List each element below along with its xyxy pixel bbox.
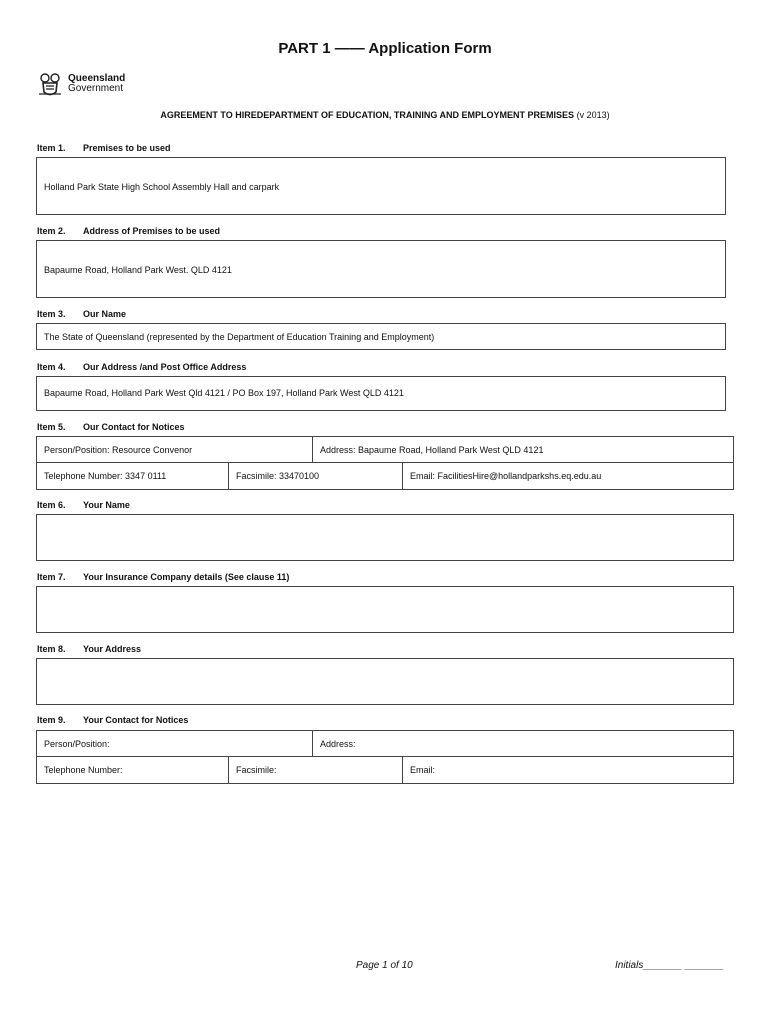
our-email-cell[interactable]: Email: FacilitiesHire@hollandparkshs.eq.edu.au: [410, 471, 602, 481]
your-name-field[interactable]: [36, 514, 734, 561]
item-title: Your Insurance Company details (See clause 11): [83, 572, 290, 582]
item-title: Address of Premises to be used: [83, 226, 221, 236]
premises-value: Holland Park State High School Assembly Hall and carpark: [44, 182, 280, 192]
premises-address-value: Bapaume Road, Holland Park West. QLD 4121: [44, 265, 232, 275]
our-person-cell[interactable]: Person/Position: Resource Convenor: [37, 437, 313, 462]
agreement-heading: [0, 110, 770, 120]
item-number: Item 5.: [37, 422, 66, 432]
page-title: PART 1 —— Application Form: [278, 40, 492, 57]
item-title: Premises to be used: [83, 143, 171, 153]
our-contact-row-2: [37, 463, 733, 489]
your-contact-row-2: [37, 757, 733, 783]
our-contact-table: [36, 436, 734, 490]
initials-line: Initials_______ _______: [615, 960, 724, 971]
item-title: Your Name: [83, 500, 130, 510]
item-title: Our Address /and Post Office Address: [83, 362, 247, 372]
item-7-label: [37, 572, 289, 582]
your-telephone-cell[interactable]: Telephone Number:: [37, 757, 229, 783]
our-contact-row-1: [37, 437, 733, 463]
our-name-field[interactable]: [36, 323, 726, 350]
our-contact-address-cell[interactable]: Address: Bapaume Road, Holland Park West QLD 4121: [320, 444, 544, 455]
item-title: Your Contact for Notices: [83, 715, 189, 725]
item-8-label: [37, 644, 141, 654]
item-9-label: [37, 715, 188, 725]
agreement-heading-text: AGREEMENT TO HIREDEPARTMENT OF EDUCATION, TRAINING AND EMPLOYMENT PREMISES: [160, 110, 575, 120]
your-facsimile-cell[interactable]: Facsimile:: [229, 757, 403, 783]
item-number: Item 9.: [37, 715, 66, 725]
page-number: Page 1 of 10: [356, 960, 413, 971]
your-address-field[interactable]: [36, 658, 734, 705]
item-number: Item 8.: [37, 644, 66, 654]
item-2-label: [37, 226, 220, 236]
coat-of-arms-icon: [36, 70, 64, 98]
our-facsimile-cell[interactable]: Facsimile: 33470100: [229, 463, 403, 489]
item-number: Item 4.: [37, 362, 66, 372]
item-number: Item 2.: [37, 226, 66, 236]
item-title: Our Contact for Notices: [83, 422, 185, 432]
premises-address-field[interactable]: [36, 240, 726, 298]
your-contact-address-cell[interactable]: Address:: [320, 738, 356, 749]
logo-line-queensland: Queensland: [68, 73, 126, 84]
our-name-value: The State of Queensland (represented by the Department of Education Training and Employment): [44, 332, 435, 342]
item-6-label: [37, 500, 130, 510]
our-telephone-cell[interactable]: Telephone Number: 3347 0111: [37, 463, 229, 489]
logo-line-government: Government: [68, 83, 124, 94]
item-4-label: [37, 362, 246, 372]
item-number: Item 7.: [37, 572, 66, 582]
your-contact-table: [36, 730, 734, 784]
qld-government-logo: [36, 70, 125, 98]
premises-field[interactable]: [36, 157, 726, 215]
item-1-label: [37, 143, 171, 153]
insurance-details-field[interactable]: [36, 586, 734, 633]
our-address-field[interactable]: [36, 376, 726, 411]
item-3-label: [37, 309, 126, 319]
item-number: Item 6.: [37, 500, 66, 510]
agreement-version: (v 2013): [576, 110, 610, 120]
your-contact-row-1: [37, 731, 733, 757]
your-person-cell[interactable]: Person/Position:: [37, 731, 313, 756]
our-address-value: Bapaume Road, Holland Park West Qld 4121 / PO Box 197, Holland Park West QLD 4121: [44, 388, 404, 398]
item-number: Item 3.: [37, 309, 66, 319]
your-email-cell[interactable]: Email:: [410, 765, 436, 775]
item-number: Item 1.: [37, 143, 66, 153]
item-5-label: [37, 422, 185, 432]
item-title: Our Name: [83, 309, 127, 319]
item-title: Your Address: [83, 644, 142, 654]
